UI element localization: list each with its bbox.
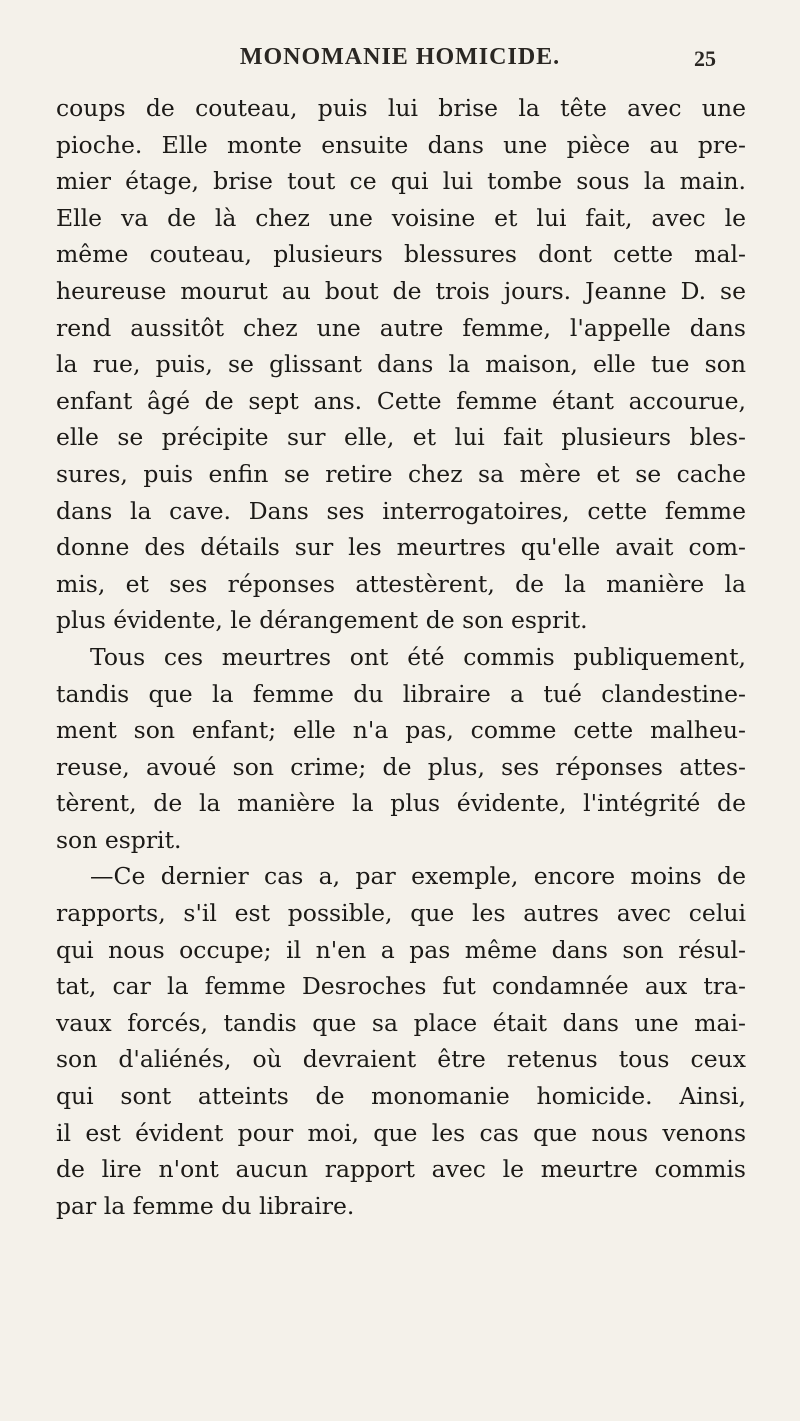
text-line: par la femme du libraire. (56, 1191, 355, 1220)
text-line: Elle va de là chez une voisine et lui fait, avec le (56, 203, 746, 232)
text-line: heureuse mourut au bout de trois jours. Jeanne D. se (56, 276, 746, 305)
text-line: mis, et ses réponses attestèrent, de la manière la (56, 569, 746, 598)
text-line: sures, puis enfin se retire chez sa mère et se cache (56, 459, 746, 488)
text-line: tandis que la femme du libraire a tué clandestine- (56, 679, 746, 708)
text-line: pioche. Elle monte ensuite dans une pièce au pre- (56, 130, 746, 159)
text-line: dans la cave. Dans ses interrogatoires, cette femme (56, 496, 746, 525)
text-line: elle se précipite sur elle, et lui fait plusieurs bles- (56, 423, 746, 452)
body-text (56, 90, 746, 1224)
text-line: qui nous occupe; il n'en a pas même dans son résul- (56, 935, 746, 964)
text-line: son d'aliénés, où devraient être retenus tous ceux (56, 1045, 746, 1074)
running-title: MONOMANIE HOMICIDE. (239, 44, 561, 70)
text-line: qui sont atteints de monomanie homicide. Ainsi, (56, 1082, 746, 1111)
running-header (70, 44, 730, 84)
text-line: ment son enfant; elle n'a pas, comme cette malheu- (56, 716, 746, 745)
text-line: rapports, s'il est possible, que les autres avec celui (56, 899, 746, 928)
text-line: tat, car la femme Desroches fut condamnée aux tra- (56, 972, 746, 1001)
text-line: vaux forcés, tandis que sa place était dans une mai- (56, 1008, 746, 1037)
page-number: 25 (694, 46, 716, 71)
text-line: enfant âgé de sept ans. Cette femme étant accourue, (56, 386, 746, 415)
text-line: il est évident pour moi, que les cas que nous venons (56, 1118, 746, 1147)
text-line: coups de couteau, puis lui brise la tête avec une (56, 94, 746, 122)
text-line: rend aussitôt chez une autre femme, l'appelle dans (56, 313, 746, 342)
text-line: la rue, puis, se glissant dans la maison, elle tue son (56, 350, 746, 379)
text-line: tèrent, de la manière la plus évidente, l'intégrité de (56, 789, 746, 818)
text-line: mier étage, brise tout ce qui lui tombe sous la main. (56, 167, 746, 196)
text-line: reuse, avoué son crime; de plus, ses réponses attes- (56, 752, 746, 781)
text-line: plus évidente, le dérangement de son esprit. (56, 606, 588, 635)
text-line: de lire n'ont aucun rapport avec le meurtre commis (56, 1155, 746, 1184)
text-line: —Ce dernier cas a, par exemple, encore moins de (90, 862, 746, 891)
text-line: donne des détails sur les meurtres qu'elle avait com- (56, 533, 746, 562)
text-line: Tous ces meurtres ont été commis publiquement, (90, 642, 746, 671)
text-line: même couteau, plusieurs blessures dont cette mal- (56, 240, 746, 269)
text-line: son esprit. (56, 825, 182, 854)
